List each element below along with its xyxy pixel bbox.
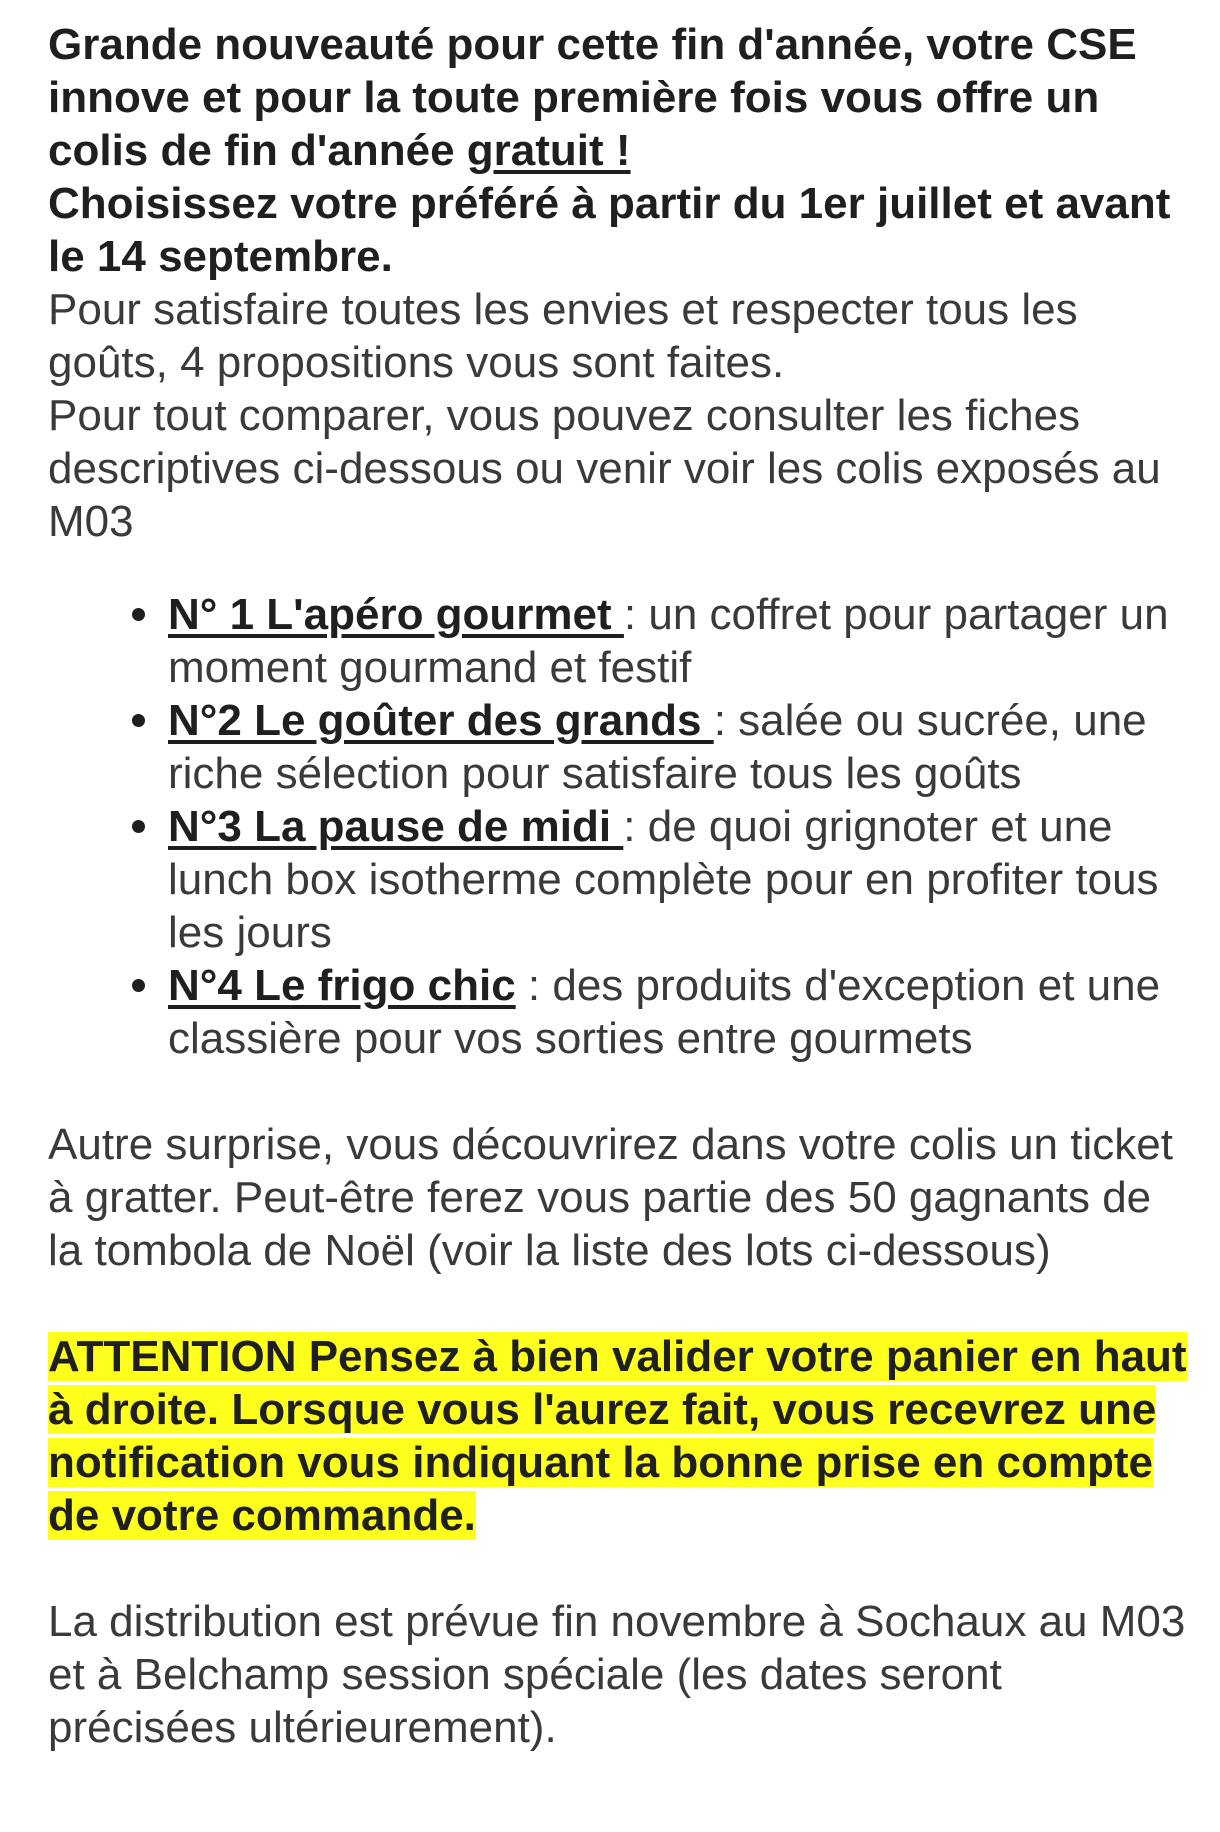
offer-title-link[interactable]: N°3 La pause de midi bbox=[168, 802, 624, 851]
attention-paragraph bbox=[48, 1330, 1188, 1542]
list-item bbox=[168, 800, 1188, 959]
offers-list bbox=[48, 588, 1188, 1065]
list-item bbox=[168, 959, 1188, 1065]
deadline-paragraph: Choisissez votre préféré à partir du 1er juillet et avant le 14 septembre. bbox=[48, 179, 1171, 281]
intro-paragraph bbox=[48, 18, 1188, 177]
attention-highlight: ATTENTION Pensez à bien valider votre panier en haut à droite. Lorsque vous l'aurez fait, vous recevrez une notification vous indiquant la bonne prise en compte de votre commande. bbox=[48, 1332, 1187, 1540]
announcement-body bbox=[48, 18, 1188, 1754]
intro-text: Grande nouveauté pour cette fin d'année, votre CSE innove et pour la toute première fois vous offre un colis de fin d'année bbox=[48, 20, 1137, 175]
spacer bbox=[48, 1542, 1188, 1595]
offer-title-link[interactable]: N°4 Le frigo chic bbox=[168, 961, 516, 1010]
offer-description: : un coffret pour partager un moment gourmand et festif bbox=[168, 590, 1169, 692]
free-word: gratuit ! bbox=[466, 126, 631, 175]
surprise-paragraph: Autre surprise, vous découvrirez dans votre colis un ticket à gratter. Peut-être ferez vous partie des 50 gagnants de la tombola de Noël (voir la liste des lots ci-dessous) bbox=[48, 1120, 1173, 1275]
bullet-icon bbox=[132, 714, 145, 727]
list-item bbox=[168, 694, 1188, 800]
offer-description: : salée ou sucrée, une riche sélection pour satisfaire tous les goûts bbox=[168, 696, 1147, 798]
offer-title-link[interactable]: N°2 Le goûter des grands bbox=[168, 696, 714, 745]
list-item bbox=[168, 588, 1188, 694]
compare-paragraph: Pour tout comparer, vous pouvez consulter les fiches descriptives ci-dessous ou venir voir les colis exposés au M03 bbox=[48, 391, 1161, 546]
distribution-paragraph: La distribution est prévue fin novembre à Sochaux au M03 et à Belchamp session spéciale (les dates seront précisées ultérieurement). bbox=[48, 1597, 1186, 1752]
offer-description: : de quoi grignoter et une lunch box isotherme complète pour en profiter tous les jours bbox=[168, 802, 1159, 957]
bullet-icon bbox=[132, 608, 145, 621]
bullet-icon bbox=[132, 979, 145, 992]
spacer bbox=[48, 1065, 1188, 1118]
offer-title-link[interactable]: N° 1 L'apéro gourmet bbox=[168, 590, 624, 639]
offer-description: : des produits d'exception et une classière pour vos sorties entre gourmets bbox=[168, 961, 1161, 1063]
bullet-icon bbox=[132, 820, 145, 833]
propositions-paragraph: Pour satisfaire toutes les envies et respecter tous les goûts, 4 propositions vous sont faites. bbox=[48, 285, 1078, 387]
spacer bbox=[48, 1277, 1188, 1330]
